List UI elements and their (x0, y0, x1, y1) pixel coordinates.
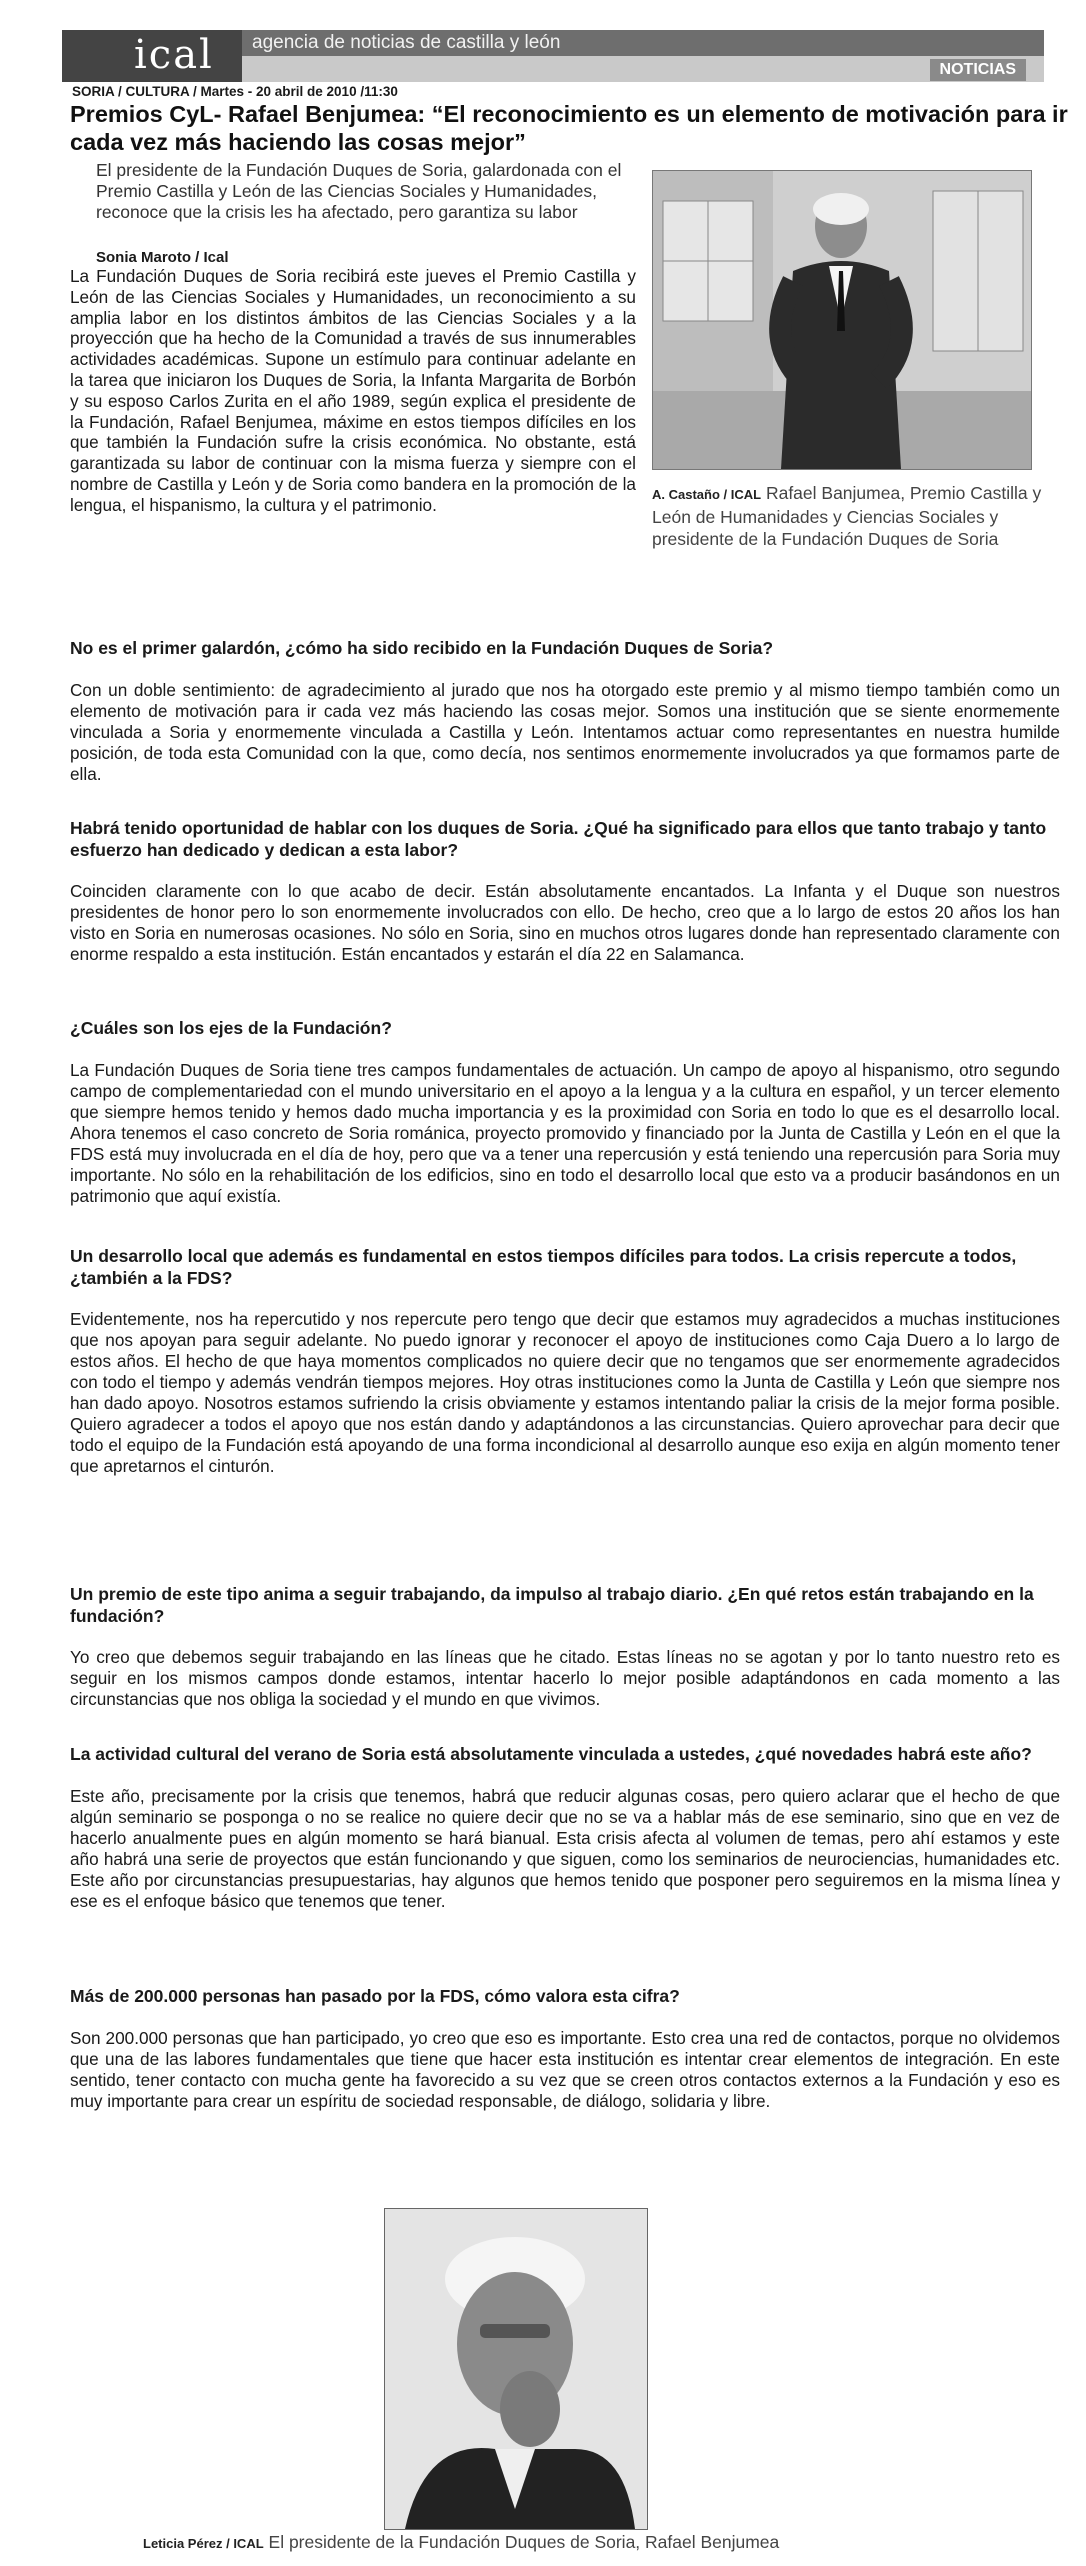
banner-top-bar (242, 30, 1044, 56)
answer: Evidentemente, nos ha repercutido y nos repercute pero tengo que decir que estamos muy agradecidos a muchas instituciones que nos apoyan para seguir adelante. No puedo ignorar y reconocer el apoyo de instituciones como Caja Duero a lo largo de estos años. El hecho de que haya momentos complicados no quiere decir que no tengamos que ser enormemente agradecidos con todo el tiempo y además vendrán tiempos mejores. Hoy otras instituciones como la Junta de Castilla y León que siempre nos han dado apoyo. Nosotros estamos sufriendo la crisis obviamente y estamos intentando paliar la crisis de la mejor forma posible. Quiero agradecer a todos el apoyo que nos están dando y adaptándonos a las circunstancias. Quiero aprovechar para decir que todo el equipo de la Fundación está apoyando de una forma incondicional al desarrollo aunque eso exija en algún momento tener que apretarnos el cinturón. (70, 1309, 1060, 1476)
question: Habrá tenido oportunidad de hablar con los duques de Soria. ¿Qué ha significado para ellos que tanto trabajo y tanto esfuerzo han dedicado y dedican a esta labor? (70, 818, 1047, 860)
answer: Son 200.000 personas que han participado, yo creo que eso es importante. Esto crea una red de contactos, porque no olvidemos que una de las labores fundamentales que tiene que hacer esta institución es intentar crear elementos de integración. En este sentido, tener contacto con mucha gente ha favorecido a su vez que se creen otros contactos externos a la Fundación y eso es muy importante para crear un espíritu de sociedad responsable, de diálogo, solidaria y libre. (70, 2027, 1060, 2111)
answer: Este año, precisamente por la crisis que tenemos, habrá que reducir algunas cosas, pero quiero aclarar que el hecho de que algún seminario se posponga o no se realice no quiere decir que no se va a hablar más de ese seminario, sino que en vez de hacerlo anualmente pues en algún momento se hará bianual. Esta crisis afecta al volumen de temas, pero ahí estamos y este año habrá una serie de proyectos que están funcionando y que siguen, como los seminarios de neurociencias, humanidades etc. Este año por circunstancias presupuestarias, hay algunos que hemos tenido que posponer pero seguiremos en la misma línea y ese es el enfoque básico que tenemos que tener. (70, 1785, 1060, 1911)
dateline: SORIA / CULTURA / Martes - 20 abril de 2010 /11:30 (72, 84, 398, 99)
byline: Sonia Maroto / Ical (96, 249, 229, 266)
qa-block-5 (70, 1584, 1060, 1710)
portrait-photo-standing (652, 170, 1032, 470)
headline: Premios CyL- Rafael Benjumea: “El reconocimiento es un elemento de motivación para ir cada vez más haciendo las cosas mejor” (70, 101, 1068, 155)
question: Un desarrollo local que además es fundamental en estos tiempos difíciles para todos. La crisis repercute a todos, ¿también a la FDS? (70, 1246, 1017, 1288)
photo-illustration-2 (385, 2209, 647, 2529)
agency-banner (62, 30, 1044, 82)
intro-paragraph: La Fundación Duques de Soria recibirá este jueves el Premio Castilla y León de las Ciencias Sociales y Humanidades, un reconocimiento a su amplia labor en los distintos ámbitos de las Ciencias Sociales y a la proyección que ha hecho de la Comunidad a través de sus innumerables actividades académicas. Supone un estímulo para continuar adelante en la tarea que iniciaron los Duques de Soria, la Infanta Margarita de Borbón y su esposo Carlos Zurita en el año 1989, según explica el presidente de la Fundación, Rafael Benjumea, máxime en estos tiempos difíciles en los que también la Fundación sufre la crisis económica. No obstante, está garantizada su labor de continuar con la misma fuerza y siempre con el nombre de Castilla y León y de Soria como bandera en la promoción de la lengua, el hispanismo, la cultura y el patrimonio. (70, 266, 636, 515)
question: La actividad cultural del verano de Soria está absolutamente vinculada a ustedes, ¿qué novedades habrá este año? (70, 1744, 1032, 1764)
answer: Yo creo que debemos seguir trabajando en las líneas que he citado. Estas líneas no se agotan y por lo tanto nuestro reto es seguir en los mismos campos donde estamos, intentar hacerlo lo mejor posible adaptándonos en cada momento a las circunstancias que nos obliga la sociedad y el mundo en que vivimos. (70, 1647, 1060, 1709)
photo-caption-1 (652, 482, 1062, 550)
answer: Coinciden claramente con lo que acabo de decir. Están absolutamente encantados. La Infanta y el Duque son nuestros presidentes de honor pero lo son enormemente involucrados con ello. De hecho, creo que a lo largo de estos 20 años los han visto en Soria en numerosas ocasiones. No sólo en Soria, sino en muchos otros lugares donde han representado claramente con enorme respaldo a esta institución. Están encantados y estarán el día 22 en Salamanca. (70, 881, 1060, 964)
qa-block-2 (70, 818, 1060, 965)
photo-illustration (653, 171, 1031, 469)
lead-paragraph: El presidente de la Fundación Duques de Soria, galardonada con el Premio Castilla y León de las Ciencias Sociales y Humanidades, reconoce que la crisis les ha afectado, pero garantiza su labor (96, 160, 622, 222)
photo-caption-2 (143, 2532, 779, 2553)
question: ¿Cuáles son los ejes de la Fundación? (70, 1018, 392, 1038)
photo-credit-1: A. Castaño / ICAL (652, 487, 762, 502)
banner-bottom-bar (242, 56, 1044, 82)
ical-logo: ical (134, 32, 214, 78)
section-badge: NOTICIAS (930, 59, 1026, 81)
photo-credit-2: Leticia Pérez / ICAL (143, 2536, 264, 2551)
portrait-photo-closeup (384, 2208, 648, 2530)
qa-block-7 (70, 1986, 1060, 2112)
question: No es el primer galardón, ¿cómo ha sido recibido en la Fundación Duques de Soria? (70, 638, 774, 658)
agency-title: agencia de noticias de castilla y león (252, 32, 561, 53)
photo-caption-2-text: El presidente de la Fundación Duques de Soria, Rafael Benjumea (268, 2532, 780, 2552)
qa-block-4 (70, 1246, 1060, 1477)
photo-caption-1-text: Rafael Banjumea, Premio Castilla y León de Humanidades y Ciencias Sociales y presidente de la Fundación Duques de Soria (652, 483, 1042, 549)
logo-box (62, 30, 242, 82)
answer: La Fundación Duques de Soria tiene tres campos fundamentales de actuación. Un campo de apoyo al hispanismo, otro segundo campo de complementariedad con el mundo universitario en el apoyo a la lengua y a la cultura en español, y un tercer elemento que siempre hemos tenido y hemos dado mucha importancia y es la proximidad con Soria en todo lo que es el desarrollo local. Ahora tenemos el caso concreto de Soria románica, proyecto promovido y financiado por la Junta de Castilla y León en el que la FDS está muy involucrada en el día de hoy, pero que va a tener una repercusión y está teniendo una repercusión para Soria muy importante. No sólo en la rehabilitación de los edificios, sino en todo el desarrollo local que esto va a producir basándonos en un patrimonio que aquí existía. (70, 1059, 1060, 1206)
qa-block-3 (70, 1018, 1060, 1207)
answer: Con un doble sentimiento: de agradecimiento al jurado que nos ha otorgado este premio y al mismo tiempo también como un elemento de motivación para ir cada vez más haciendo las cosas mejor. Somos una institución que se siente enormemente vinculada a Soria y enormemente vinculada a Castilla y León. Intentamos actuar como representantes en nuestra humilde posición, de toda esta Comunidad con la que, como decía, nos sentimos enormemente involucrados ya que formamos parte de ella. (70, 679, 1060, 784)
qa-block-6 (70, 1744, 1060, 1912)
qa-block-1 (70, 638, 1060, 785)
question: Más de 200.000 personas han pasado por la FDS, cómo valora esta cifra? (70, 1986, 680, 2006)
question: Un premio de este tipo anima a seguir trabajando, da impulso al trabajo diario. ¿En qué retos están trabajando en la fundación? (70, 1584, 1034, 1626)
